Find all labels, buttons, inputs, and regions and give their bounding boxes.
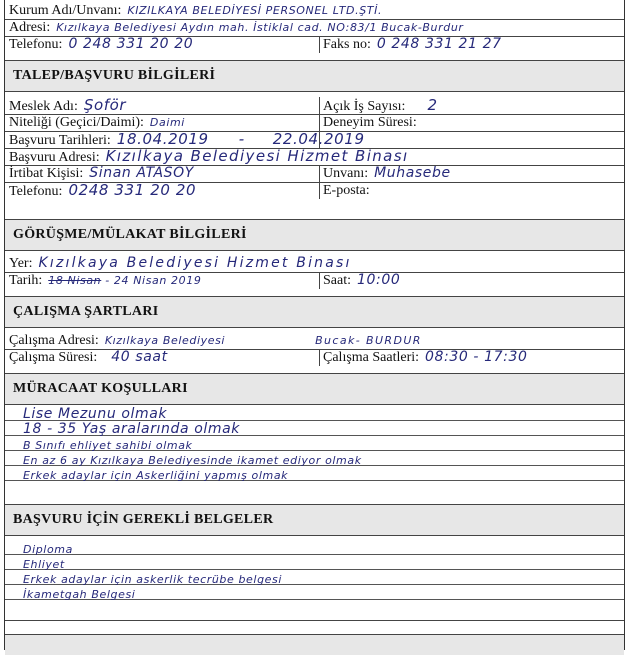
adres-row [5,19,624,36]
calisma-saatler-label: Çalışma Saatleri: [323,350,420,365]
basvuru-tarih-row [5,131,624,148]
section-muracaat-title: MÜRACAAT KOŞULLARI [13,381,188,396]
muracaat-item: En az 6 ay Kızılkaya Belediyesinde ikamet ediyor olmak [23,454,362,467]
belge-line [5,555,624,570]
saat-label: Saat: [323,273,351,288]
basvuru-tarih-sep: - [238,131,245,148]
section-talep-title: TALEP/BAŞVURU BİLGİLERİ [13,68,216,83]
calisma-adres-row [5,332,624,349]
basvuru-tarih-label: Başvuru Tarihleri: [9,133,111,148]
meslek-label: Meslek Adı: [9,99,78,114]
acik-is-label: Açık İş Sayısı: [323,99,406,114]
talep-telefon-row [5,182,624,199]
meslek-row [5,97,624,114]
telefon-label: Telefonu: [9,37,63,52]
calisma-adres-value2: Bucak- BURDUR [315,334,422,347]
tarih-struck-value: 18 Nisan [48,274,102,287]
irtibat-row [5,165,624,182]
calisma-sure-label: Çalışma Süresi: [9,350,98,365]
basvuru-adres-row [5,148,624,165]
muracaat-item: Erkek adaylar için Askerliğini yapmış olmak [23,469,289,482]
yer-row [5,255,624,272]
muracaat-item: B Sınıfı ehliyet sahibi olmak [23,439,193,452]
basvuru-adres-value: Kızılkaya Belediyesi Hizmet Binası [105,148,409,165]
kurum-value: KIZILKAYA BELEDİYESİ PERSONEL LTD.ŞTİ. [127,4,383,17]
muracaat-item: Lise Mezunu olmak [23,406,168,422]
basvuru-adres-label: Başvuru Adresi: [9,150,100,165]
telefon-faks-row [5,36,624,53]
belge-line [5,570,624,585]
belge-item: İkametgah Belgesi [23,588,136,601]
belge-line [5,585,624,600]
acik-is-value: 2 [427,97,438,114]
tarih-row [5,272,624,289]
kurum-label: Kurum Adı/Unvanı: [9,3,122,18]
section-calisma [5,296,624,328]
basvuru-tarih-start: 18.04.2019 [116,131,209,148]
job-application-form [4,0,625,650]
irtibat-label: İrtibat Kişisi: [9,166,84,181]
deneyim-label: Deneyim Süresi: [323,115,417,130]
adres-value: Kızılkaya Belediyesi Aydın mah. İstiklal cad. NO:83/1 Bucak-Burdur [56,21,464,34]
unvani-label: Unvanı: [323,166,369,181]
section-calisma-title: ÇALIŞMA ŞARTLARI [13,304,159,319]
muracaat-line [5,436,624,451]
telefon-value: 0 248 331 20 20 [68,36,194,52]
section-belgeler-title: BAŞVURU İÇİN GEREKLİ BELGELER [13,512,274,527]
faks-value: 0 248 331 21 27 [376,36,502,52]
section-gorusme [5,219,624,251]
section-footer-bar [5,634,624,655]
tarih-value: - 24 Nisan 2019 [105,274,202,287]
adres-label: Adresi: [9,20,51,35]
unvani-value: Muhasebe [374,165,451,181]
calisma-sure-row [5,349,624,366]
kurum-row [5,2,624,19]
calisma-adres-label: Çalışma Adresi: [9,333,99,348]
tarih-label: Tarih: [9,273,43,288]
basvuru-tarih-end: 22.04.2019 [272,131,365,148]
calisma-saatler-value: 08:30 - 17:30 [425,349,528,365]
niteligi-value: Daimi [149,116,185,129]
saat-value: 10:00 [357,272,401,288]
section-talep [5,60,624,92]
meslek-value: Şoför [83,97,127,114]
belge-line [5,540,624,555]
yer-value: Kızılkaya Belediyesi Hizmet Binası [38,255,352,271]
section-muracaat [5,373,624,405]
calisma-adres-value: Kızılkaya Belediyesi [104,334,226,347]
belge-item: Ehliyet [23,558,65,571]
muracaat-line [5,406,624,421]
section-belgeler [5,504,624,536]
muracaat-item: 18 - 35 Yaş aralarında olmak [23,421,241,437]
muracaat-line [5,421,624,436]
niteligi-row [5,114,624,131]
belge-item: Diploma [23,543,73,556]
talep-telefon-label: Telefonu: [9,184,63,199]
belge-item: Erkek adaylar için askerlik tecrübe belgesi [23,573,283,586]
irtibat-value: Sinan ATASOY [89,165,194,181]
muracaat-line [5,451,624,466]
talep-telefon-value: 0248 331 20 20 [68,182,197,199]
muracaat-line [5,466,624,481]
calisma-sure-value: 40 saat [111,349,168,365]
faks-label: Faks no: [323,37,371,52]
yer-label: Yer: [9,256,33,271]
eposta-label: E-posta: [323,183,370,198]
section-gorusme-title: GÖRÜŞME/MÜLAKAT BİLGİLERİ [13,227,247,242]
niteligi-label: Niteliği (Geçici/Daimi): [9,115,144,130]
